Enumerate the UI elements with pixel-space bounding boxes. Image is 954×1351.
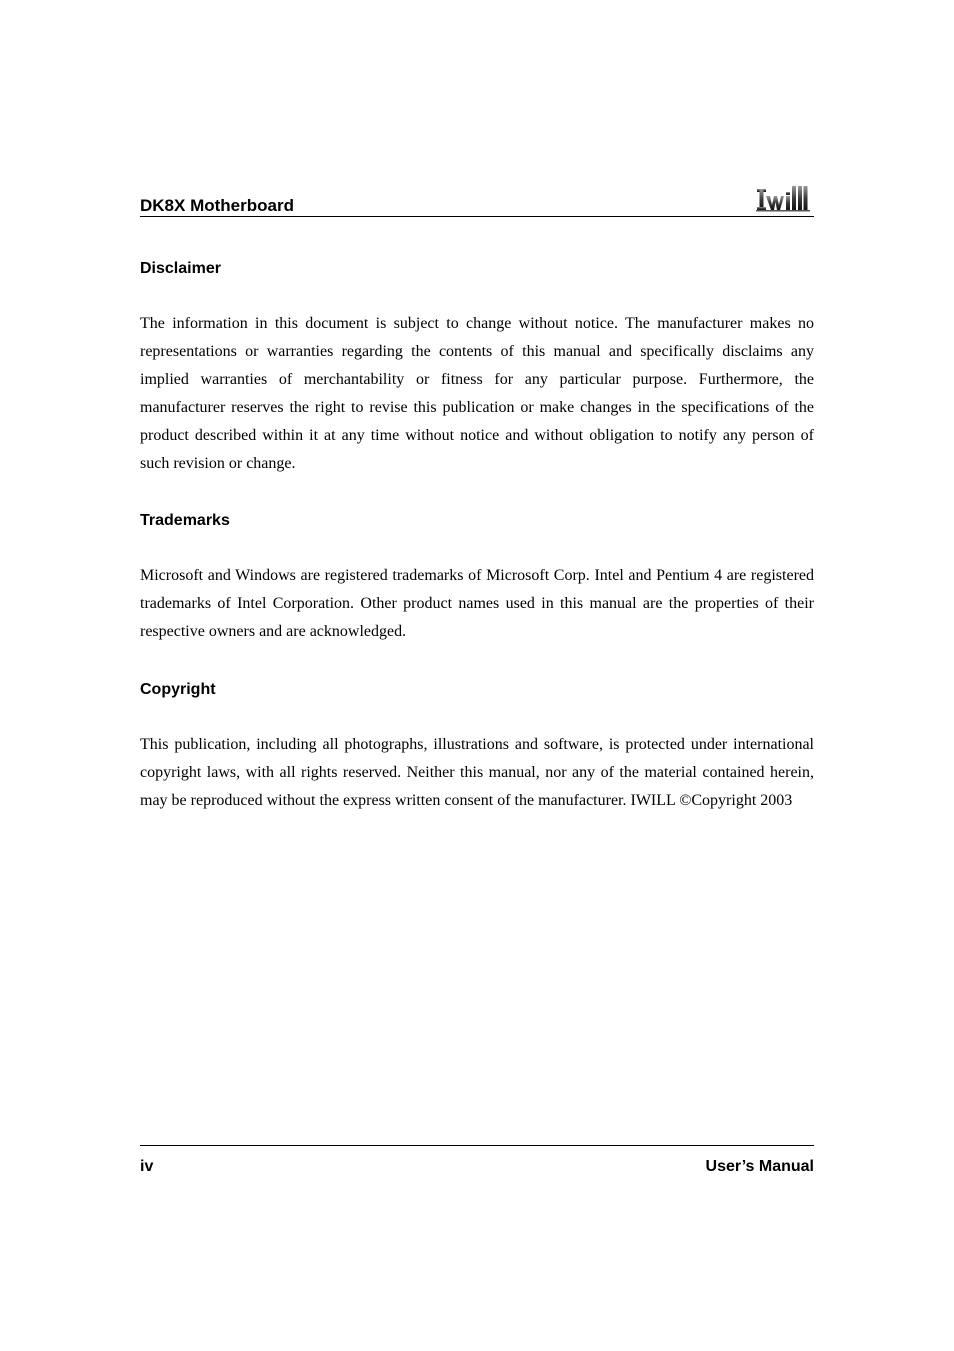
trademarks-body: Microsoft and Windows are registered trademarks of Microsoft Corp. Intel and Pentium 4 are registered trademarks of Intel Corporation. Other product names used in this manual are the properties of their respective owners and are acknowledged.: [140, 567, 814, 640]
disclaimer-heading: Disclaimer: [140, 260, 221, 277]
trademarks-heading: Trademarks: [140, 512, 230, 529]
disclaimer-body: The information in this document is subject to change without notice. The manufacturer makes no representations or warranties regarding the contents of this manual and specifically disclaims any implied warranties of merchantability or fitness for any particular purpose. Furthermore, the manufacturer reserves the right to revise this publication or make changes in the specifications of the product described within it at any time without notice and without obligation to notify any person of such revision or change.: [140, 315, 814, 472]
manual-label: User’s Manual: [705, 1158, 814, 1175]
copyright-body: This publication, including all photographs, illustrations and software, is protected under international copyright laws, with all rights reserved. Neither this manual, nor any of the material contained herein, may be reproduced without the express written consent of the manufacturer. IWILL ©Copyright 2003: [140, 736, 814, 809]
iwill-logo-icon: [756, 183, 810, 213]
page-footer: [140, 1145, 814, 1180]
copyright-heading: Copyright: [140, 681, 216, 698]
header-title: DK8X Motherboard: [140, 196, 294, 215]
page-header: [140, 178, 814, 217]
page-number: iv: [140, 1158, 154, 1175]
